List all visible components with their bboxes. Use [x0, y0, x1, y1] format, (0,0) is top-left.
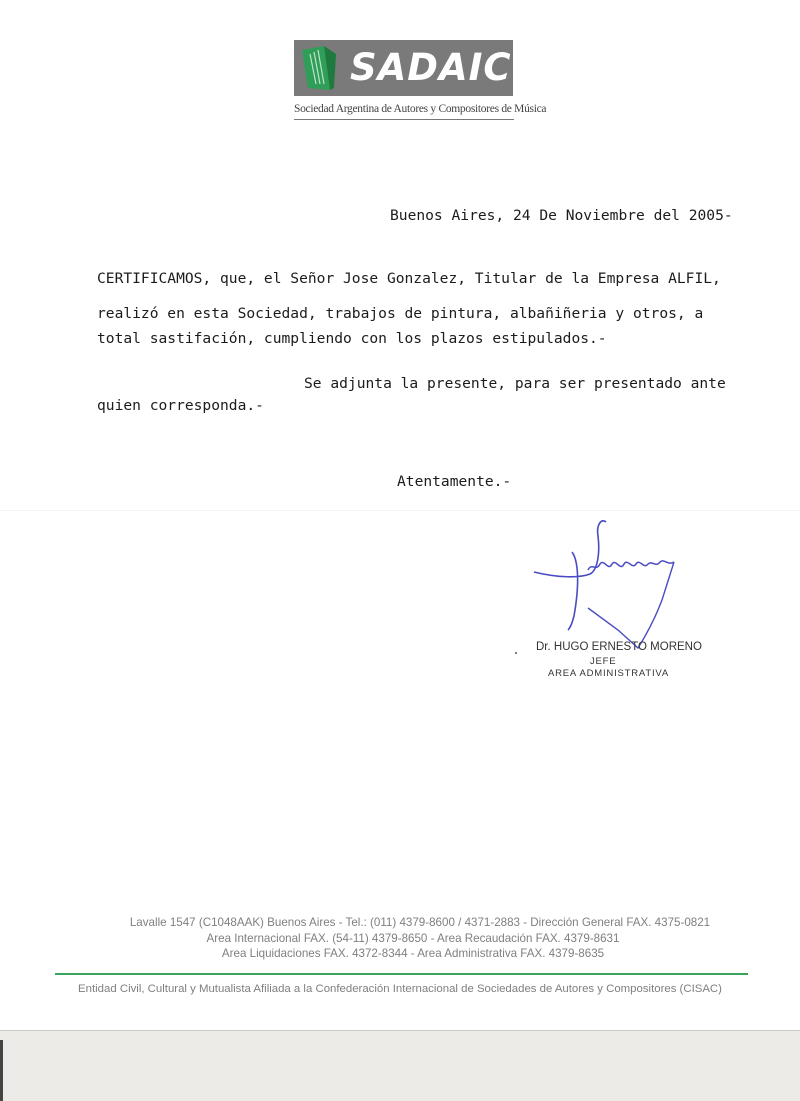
body-line-4: Se adjunta la presente, para ser presentado ante — [304, 375, 726, 392]
page-edge — [0, 1030, 800, 1031]
paper-fold — [0, 510, 800, 511]
handwritten-signature — [528, 512, 688, 662]
logo-box — [294, 40, 513, 96]
footer-fax-line-1: Area Internacional FAX. (54-11) 4379-8650 - Area Recaudación FAX. 4379-8631 — [206, 932, 620, 945]
body-line-5: quien corresponda.- — [97, 397, 264, 414]
logo-underline — [294, 119, 514, 120]
sadaic-logo — [294, 40, 547, 122]
footer-divider — [55, 973, 748, 975]
footer-fax-line-2: Area Liquidaciones FAX. 4372-8344 - Area Administrativa FAX. 4379-8635 — [221, 947, 605, 960]
body-line-3: total sastifación, cumpliendo con los plazos estipulados.- — [97, 330, 607, 347]
date-line: Buenos Aires, 24 De Noviembre del 2005- — [390, 207, 733, 224]
signatory-name: Dr. HUGO ERNESTO MORENO — [536, 641, 702, 653]
body-line-1: CERTIFICAMOS, que, el Señor Jose Gonzalez, Titular de la Empresa ALFIL, — [97, 270, 721, 287]
scan-edge-mark — [0, 1040, 3, 1101]
signatory-department: AREA ADMINISTRATIVA — [548, 668, 669, 679]
closing-line: Atentamente.- — [397, 473, 512, 490]
logo-subtitle: Sociedad Argentina de Autores y Compositores de Música — [294, 103, 547, 115]
logo-brand: SADAIC — [350, 46, 512, 89]
footer-address-line: Lavalle 1547 (C1048AAK) Buenos Aires - Tel.: (011) 4379-8600 / 4371-2883 - Dirección General FAX. 4375-0821 — [129, 916, 711, 929]
ink-dot — [515, 652, 517, 654]
footer-entity-line: Entidad Civil, Cultural y Mutualista Afiliada a la Confederación Internacional de Sociedades de Autores y Compositores (CISAC) — [78, 983, 722, 995]
logo-mark-icon — [294, 40, 352, 96]
signatory-title: JEFE — [590, 656, 617, 667]
body-line-2: realizó en esta Sociedad, trabajos de pintura, albañiñeria y otros, a — [97, 305, 704, 322]
underlying-sheet — [0, 1030, 800, 1101]
